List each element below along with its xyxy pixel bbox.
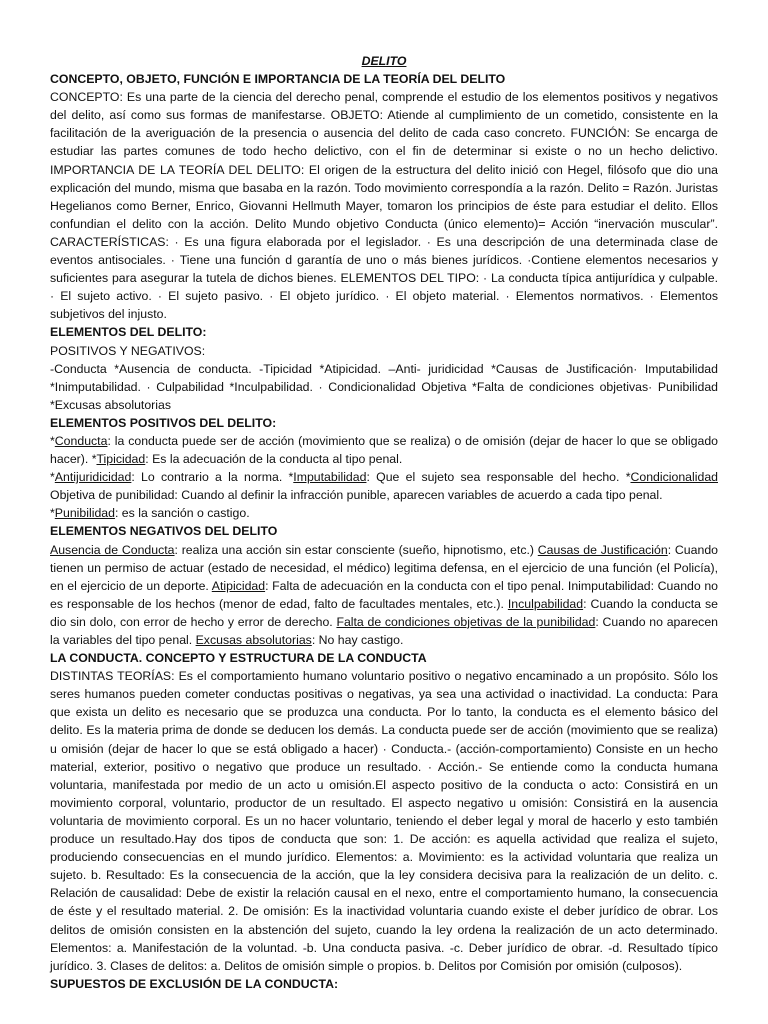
term-falta-condiciones: Falta de condiciones objetivas de la punibilidad: [336, 614, 596, 629]
heading-la-conducta: LA CONDUCTA. CONCEPTO Y ESTRUCTURA DE LA CONDUCTA: [50, 651, 427, 666]
paragraph-negativos: Ausencia de Conducta: realiza una acción sin estar consciente (sueño, hipnotismo, etc.) Causas de Justificación: Cuando tienen un permiso de actuar (estado de necesidad, el médico) legitima defensa, en el ejercicio de una función (el Policía), en el ejercicio de un deporte. Atipicidad: Falta de adecuación en la conducta con el tipo penal. Inimputabilidad: Cuando no es responsable de los hechos (menor de edad, falto de facultades mentales, etc.). Inculpabilidad: Cuando la conducta se dio sin dolo, con error de hecho y error de derecho. Falta de condiciones objetivas de la punibilidad: Cuando no aparecen la variables del tipo penal. Excusas absolutorias: No hay castigo.: [50, 542, 719, 647]
term-punibilidad: Punibilidad: [54, 506, 115, 521]
heading-elementos-negativos: ELEMENTOS NEGATIVOS DEL DELITO: [50, 524, 278, 539]
paragraph-positivos-2: *Antijuridicidad: Lo contrario a la norma. *Imputabilidad: Que el sujeto sea responsable del hecho. *Condicionalidad Objetiva de punibilidad: Cuando al definir la infracción punible, aparecen variables de acuerdo a cada tipo penal.: [50, 470, 718, 503]
term-imputabilidad: Imputabilidad: [293, 470, 367, 485]
term-inculpabilidad: Inculpabilidad: [507, 596, 584, 611]
heading-elementos-positivos: ELEMENTOS POSITIVOS DEL DELITO:: [50, 415, 277, 430]
subheading-positivos-negativos: POSITIVOS Y NEGATIVOS:: [50, 343, 206, 358]
term-condicionalidad: Condicionalidad: [630, 470, 718, 485]
term-excusas-absolutorias: Excusas absolutorias: [195, 633, 312, 647]
paragraph-conducta: DISTINTAS TEORÍAS: Es el comportamiento humano voluntario positivo o negativo encaminado a un propósito. Sólo los seres humanos pueden cometer conductas positivas o negativas, ya sea una actividad o inactividad. La conducta: Para que exista un delito es necesario que se produzca una conducta. Por lo tanto, la conducta es el elemento básico del delito. Es la materia prima de donde se deducen los demás. La conducta puede ser de acción (movimiento que se realiza) u omisión (dejar de hacer lo que se está obligado a hacer) · Conducta.- (acción-comportamiento) Consiste en un hecho material, exterior, positivo o negativo que produce un resultado. · Acción.- Se entiende como la conducta humana voluntaria, manifestada por medio de un acto u omisión.El aspecto positivo de la conducta o acto: Consistirá en un movimiento corporal, voluntario, productor de un resultado. El aspecto negativo u omisión: Consistirá en la ausencia voluntaria de movimiento corporal. Es un no hacer voluntario, teniendo el deber legal y moral de hacerlo y esto también produce un resultado.Hay dos tipos de conducta que son: 1. De acción: es aquella actividad que realiza el sujeto, produciendo consecuencias en el mundo jurídico. Elementos: a. Movimiento: es la actividad voluntaria que realiza un sujeto. b. Resultado: Es la consecuencia de la acción, que la ley considera decisiva para la realización de un delito. c. Relación de causalidad: Debe de existir la relación causal en el nexo, entre el comportamiento humano, la consecuencia de éste y el resultado material. 2. De omisión: Es la inactividad voluntaria cuando existe el deber jurídico de obrar. Los delitos de omisión consisten en la abstención del sujeto, cuando la ley ordena la realización de un acto determinado. Elementos: a. Manifestación de la voluntad. -b. Una conducta pasiva. -c. Deber jurídico de obrar. -d. Resultado típico jurídico. 3. Clases de delitos: a. Delitos de omisión simple o propios. b. Delitos por Comisión por omisión (culposos).: [50, 669, 718, 973]
paragraph-concepto: CONCEPTO: Es una parte de la ciencia del derecho penal, comprende el estudio de los elementos positivos y negativos del delito, así como sus formas de manifestarse. OBJETO: Atiende al cumplimiento de un cometido, consistente en la facilitación de la averiguación de la presencia o ausencia del delito de cada caso concreto. FUNCIÓN: Se encarga de estudiar las partes comunes de todo hecho delictivo, con el fin de determinar si existe o no un hecho delictivo. IMPORTANCIA DE LA TEORÍA DEL DELITO: El origen de la estructura del delito inició con Hegel, filósofo que dio una explicación del mundo, misma que basaba en la razón. Todo movimiento correspondía a la razón. Delito = Razón. Juristas Hegelianos como Berner, Enrico, Giovanni Hellmuth Mayer, tomaron los principios de éste para estudiar el delito. Ellos confundian el delito con la acción. Delito Mundo objetivo Conducta (único elemento)= Acción “inervación muscular”. CARACTERÍSTICAS: · Es una figura elaborada por el legislador. · Es una descripción de una determinada clase de eventos antisociales. · Tiene una función d garantía de uno o más bienes jurídicos. ·Contiene elementos necesarios y suficientes para asegurar la tutela de dichos bienes. ELEMENTOS DEL TIPO: · La conducta típica antijurídica y culpable. · El sujeto activo. · El sujeto pasivo. · El objeto jurídico. · El objeto material. · Elementos normativos. · Elementos subjetivos del injusto.: [50, 90, 718, 322]
heading-elementos: ELEMENTOS DEL DELITO:: [50, 325, 207, 340]
heading-concepto: CONCEPTO, OBJETO, FUNCIÓN E IMPORTANCIA DE LA TEORÍA DEL DELITO: [50, 72, 506, 87]
paragraph-elementos-list: -Conducta *Ausencia de conducta. -Tipicidad *Atipicidad. –Anti- juridicidad *Causas de Justificación· Imputabilidad *Inimputabilidad. · Culpabilidad *Inculpabilidad. · Condicionalidad Objetiva *Falta de condiciones objetivas· Punibilidad *Excusas absolutorias: [50, 361, 718, 412]
paragraph-positivos-3: *Punibilidad: es la sanción o castigo.: [50, 506, 250, 521]
term-causas-justificacion: Causas de Justificación: [537, 542, 668, 557]
document-page: [50, 52, 718, 993]
document-title: DELITO: [361, 54, 407, 68]
term-ausencia-conducta: Ausencia de Conducta: [50, 542, 175, 557]
heading-supuestos-exclusion: SUPUESTOS DE EXCLUSIÓN DE LA CONDUCTA:: [50, 976, 339, 991]
term-atipicidad: Atipicidad: [211, 578, 266, 593]
term-tipicidad: Tipicidad: [96, 452, 146, 467]
term-antijuridicidad: Antijuridicidad: [54, 470, 132, 485]
paragraph-positivos: *Conducta: la conducta puede ser de acción (movimiento que se realiza) o de omisión (dejar de hacer lo que se obligado hacer). *Tipicidad: Es la adecuación de la conducta al tipo penal.: [50, 433, 718, 467]
term-conducta: Conducta: [54, 433, 108, 448]
